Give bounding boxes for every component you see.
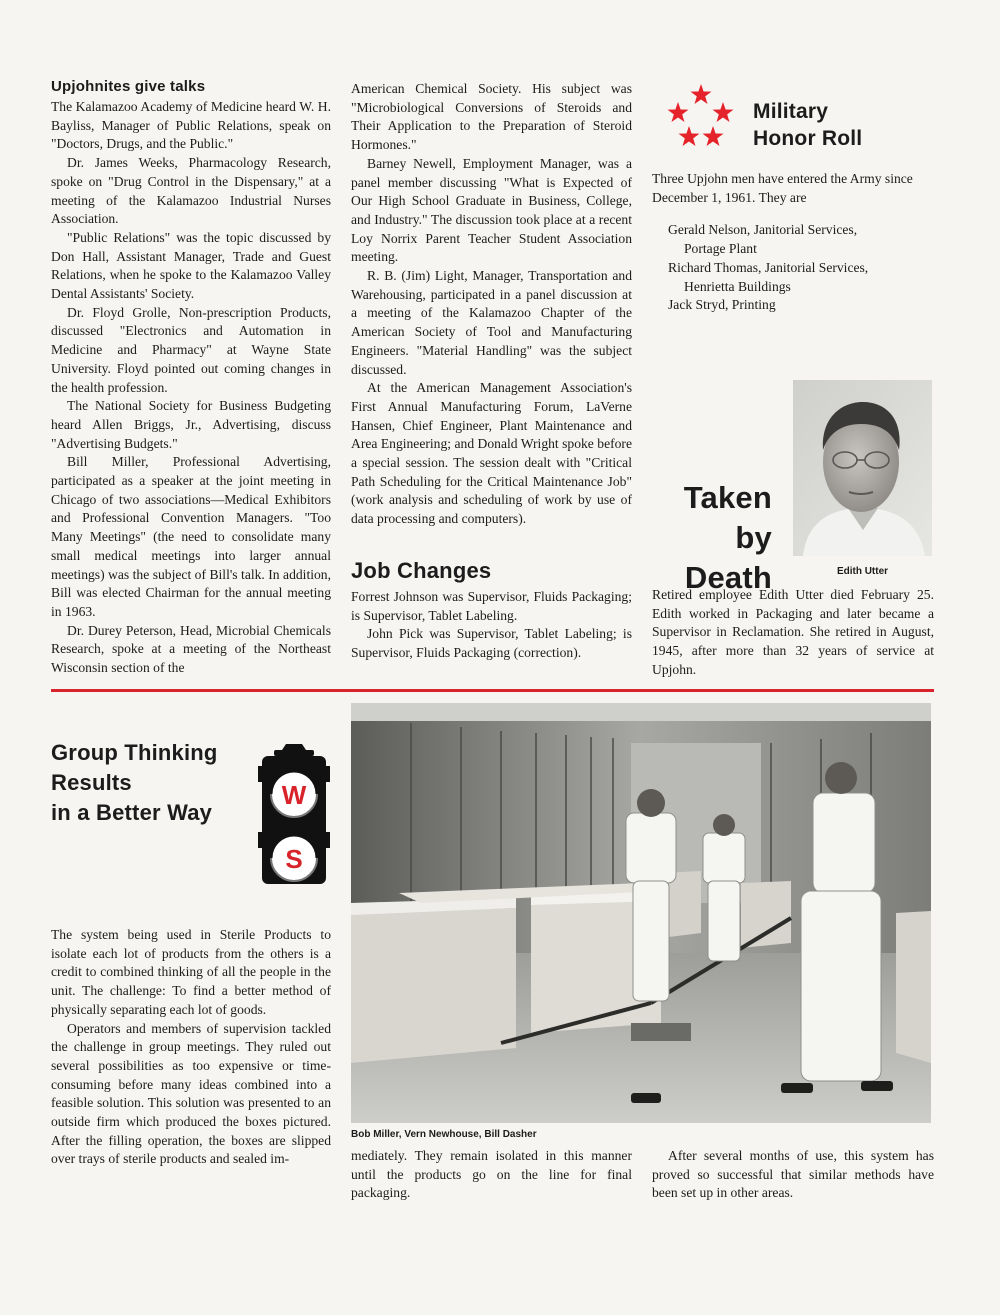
honor-location: Henrietta Buildings (684, 278, 791, 294)
group-article-body (51, 926, 331, 1169)
list-item (668, 296, 934, 315)
honor-location: Portage Plant (684, 241, 757, 257)
paragraph: Bill Miller, Professional Advertising, participated as a speaker at the joint meeting in Chicago of two associations—Medical Exhibitors and Professional Convention Managers. "Too Many Meetings" (the need to consolidate many small medical meetings into larger annual meetings) was the subject of Bill's talk. In addition, Bill was elected Chairman for the annual meeting in 1963. (51, 454, 331, 619)
sterile-products-photo (351, 703, 931, 1123)
list-item (668, 221, 934, 258)
paragraph: Dr. Floyd Grolle, Non-prescription Products, discussed "Electronics and Automation in Medicine and Pharmacy" at Wayne State University. Floyd pointed out coming changes in the health profession. (51, 304, 331, 395)
paragraph: Operators and members of supervision tackled the challenge in group meetings. They ruled out several possibilities as too expensive or time-consuming before many ideas combined into a feasible solution. This solution was presented to an outside firm which produced the boxes pictured. After the filling operation, the boxes are slipped over trays of sterile products and sealed im- (51, 1020, 331, 1167)
stars-graphic (664, 82, 738, 150)
paragraph: Dr. Durey Peterson, Head, Microbial Chemicals Research, spoke at a meeting of the Northeast Wisconsin section of the (51, 622, 331, 676)
article-heading: Upjohnites give talks (51, 78, 206, 95)
stars-icon (664, 82, 738, 150)
article-body (51, 98, 331, 678)
photo-caption: Bob Miller, Vern Newhouse, Bill Dasher (351, 1129, 537, 1140)
death-heading (640, 478, 772, 598)
honor-name: Gerald Nelson, Janitorial Services, (668, 222, 858, 238)
paragraph: John Pick was Supervisor, Tablet Labeling; is Supervisor, Fluids Packaging (correction). (351, 626, 632, 661)
ws-logo (256, 740, 332, 890)
logo-letter-w: W (281, 780, 307, 810)
article-job-changes (351, 558, 632, 663)
article-body (351, 588, 632, 663)
portrait-illustration (793, 380, 932, 556)
paragraph: Barney Newell, Employment Manager, was a panel member discussing "What is Expected of Our High School Graduate in Business, College, and Industry." The discussion took place at a recent Loy Norrix Parent Teacher Student Association meeting. (351, 155, 632, 265)
photo-illustration (351, 703, 931, 1123)
paragraph: Retired employee Edith Utter died February 25. Edith worked in Packaging and later became a Supervisor in Reclamation. She retired in August, 1945, after more than 32 years of service at Upjohn. (652, 587, 934, 677)
ws-logo-graphic (256, 740, 332, 890)
death-heading-line1: Taken (683, 480, 772, 515)
paragraph: The system being used in Sterile Products to isolate each lot of products from the others is a credit to combined thinking of all the people in the unit. The challenge: To find a better method of physically separating each lot of goods. (51, 927, 331, 1017)
section-divider (51, 689, 934, 692)
job-changes-heading: Job Changes (351, 558, 492, 583)
paragraph: Forrest Johnson was Supervisor, Fluids Packaging; is Supervisor, Tablet Labeling. (351, 589, 632, 623)
logo-letter-s: S (285, 844, 303, 874)
paragraph: R. B. (Jim) Light, Manager, Transportation and Warehousing, participated in a panel discussion at a meeting of the Kalamazoo Chapter of the American Society of Tool and Manufacturing Engineers. "Material Handling" was the subject discussed. (351, 268, 632, 377)
death-heading-line2: by Death (684, 520, 772, 595)
military-heading-line2: Honor Roll (753, 127, 863, 150)
military-list (652, 221, 934, 315)
military-heading (753, 98, 933, 152)
group-heading (51, 738, 251, 828)
group-heading-line1: Group Thinking (51, 740, 218, 765)
paragraph: mediately. They remain isolated in this manner until the products go on the line for final packaging. (351, 1148, 632, 1201)
paragraph: The Kalamazoo Academy of Medicine heard W. H. Bayliss, Manager of Public Relations, speak on "Doctors, Drugs, and the Public." (51, 99, 331, 152)
group-heading-line3: in a Better Way (51, 800, 213, 825)
military-honor-roll (652, 170, 934, 315)
paragraph: After several months of use, this system has proved so successful that similar methods have been set up in other areas. (652, 1148, 934, 1201)
paragraph: The National Society for Business Budgeting heard Allen Briggs, Jr., Advertising, discuss "Advertising Budgets." (51, 398, 331, 451)
list-item (668, 259, 934, 296)
paragraph: Dr. James Weeks, Pharmacology Research, spoke on "Drug Control in the Dispensary," at a meeting of the Kalamazoo Industrial Nurses Association. (51, 155, 331, 227)
death-notice (652, 586, 934, 680)
group-article-conclusion (652, 1147, 934, 1203)
honor-name: Jack Stryd, Printing (668, 297, 776, 313)
paragraph: "Public Relations" was the topic discussed by Don Hall, Assistant Manager, Trade and Guest Relations, when he spoke to the Kalamazoo Valley Dental Assistants' Society. (51, 229, 331, 302)
article-upjohnites-talks (51, 78, 331, 678)
portrait-photo (793, 380, 932, 556)
portrait-caption: Edith Utter (836, 566, 889, 577)
article-continuation (351, 80, 632, 529)
honor-name: Richard Thomas, Janitorial Services, (668, 259, 869, 275)
paragraph: American Chemical Society. His subject was "Microbiological Conversions of Steroids and Their Application to the Preparation of Steroid Hormones." (351, 81, 632, 153)
article-body (351, 80, 632, 529)
paragraph: At the American Management Association's First Annual Manufacturing Forum, LaVerne Hansen, Chief Engineer, Plant Maintenance and Area Engineering; and Donald Wright spoke before a special session. The session dealt with "Critical Path Scheduling for the Critical Maintenance Job" (work analysis and scheduling of work by use of data processing and computers). (351, 380, 632, 527)
group-heading-line2: Results (51, 770, 132, 795)
group-article-continued (351, 1147, 632, 1203)
military-intro: Three Upjohn men have entered the Army since December 1, 1961. They are (652, 171, 913, 205)
military-heading-line1: Military (753, 100, 829, 123)
